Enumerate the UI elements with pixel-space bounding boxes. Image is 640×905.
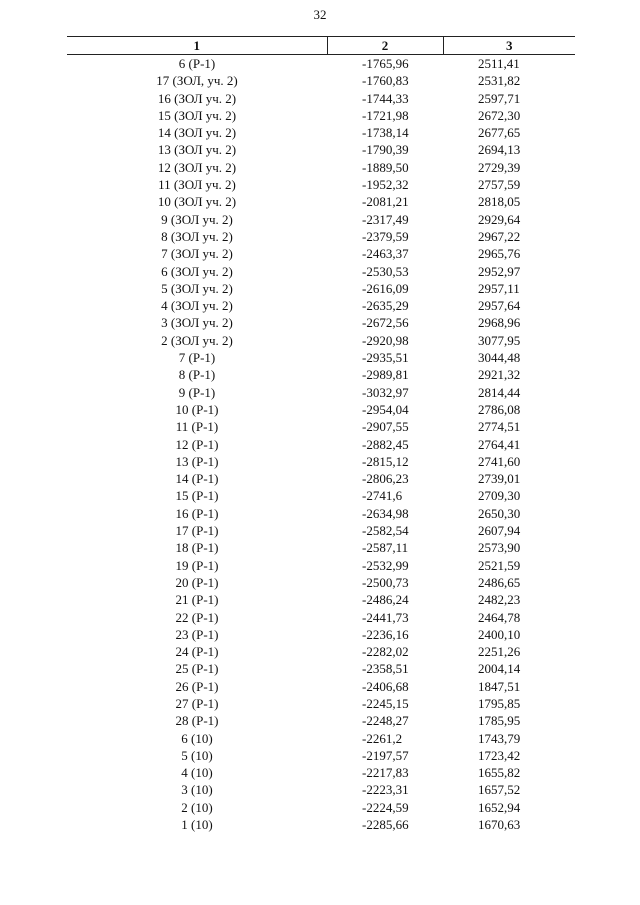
table-row (67, 505, 575, 522)
coordinate-x-cell: -2954,04 (362, 401, 409, 417)
point-name-cell: 7 (Р-1) (178, 350, 216, 366)
point-name-cell: 6 (Р-1) (178, 56, 216, 71)
coordinate-x-cell: -1721,98 (362, 107, 409, 123)
coordinate-y-cell: 3044,48 (478, 350, 521, 366)
table-row (67, 781, 575, 798)
table-row (67, 436, 575, 453)
table-row (67, 609, 575, 626)
coordinate-y-cell: 2957,11 (478, 280, 520, 296)
table-row (67, 90, 575, 107)
point-name-cell: 13 (Р-1) (175, 453, 219, 469)
table-row (67, 55, 575, 73)
coordinate-y-cell: 2486,65 (478, 574, 521, 590)
table-row (67, 124, 575, 141)
point-name-cell: 9 (ЗОЛ уч. 2) (161, 211, 233, 227)
coordinate-y-cell: 2511,41 (478, 56, 520, 71)
coordinate-x-cell: -2486,24 (362, 592, 409, 608)
coordinate-y-cell: 2814,44 (478, 384, 521, 400)
point-name-cell: 16 (ЗОЛ уч. 2) (157, 90, 237, 106)
table-row (67, 712, 575, 729)
coordinate-y-cell: 2729,39 (478, 159, 521, 175)
coordinate-x-cell: -2285,66 (362, 817, 409, 833)
table-row (67, 453, 575, 470)
table-row (67, 245, 575, 262)
coordinate-x-cell: -2282,02 (362, 644, 409, 660)
point-name-cell: 15 (Р-1) (175, 488, 219, 504)
table-row (67, 314, 575, 331)
coordinates-table (67, 36, 575, 833)
table-row (67, 487, 575, 504)
coordinate-y-cell: 3077,95 (478, 332, 521, 348)
coordinate-x-cell: -3032,97 (362, 384, 409, 400)
table-row (67, 211, 575, 228)
coordinate-y-cell: 2786,08 (478, 401, 521, 417)
point-name-cell: 19 (Р-1) (175, 557, 219, 573)
coordinate-x-cell: -1889,50 (362, 159, 409, 175)
point-name-cell: 4 (10) (181, 765, 213, 781)
point-name-cell: 21 (Р-1) (175, 592, 219, 608)
coordinate-y-cell: 2739,01 (478, 471, 521, 487)
coordinate-x-cell: -2741,6 (362, 488, 403, 504)
coordinate-y-cell: 2818,05 (478, 194, 521, 210)
table-row (67, 349, 575, 366)
coordinate-x-cell: -1765,96 (362, 56, 409, 71)
coordinate-x-cell: -2530,53 (362, 263, 409, 279)
coordinate-x-cell: -2635,29 (362, 298, 409, 314)
coordinate-y-cell: 2952,97 (478, 263, 521, 279)
coordinate-y-cell: 2709,30 (478, 488, 521, 504)
table-row (67, 159, 575, 176)
point-name-cell: 10 (ЗОЛ уч. 2) (157, 194, 237, 210)
table-row (67, 678, 575, 695)
coordinate-y-cell: 2482,23 (478, 592, 521, 608)
table-row (67, 176, 575, 193)
coordinate-y-cell: 1847,51 (478, 678, 521, 694)
coordinate-x-cell: -2672,56 (362, 315, 409, 331)
point-name-cell: 26 (Р-1) (175, 678, 219, 694)
coordinate-y-cell: 2650,30 (478, 505, 521, 521)
coordinate-x-cell: -2634,98 (362, 505, 409, 521)
table-row (67, 557, 575, 574)
coordinate-y-cell: 2774,51 (478, 419, 521, 435)
table-row (67, 366, 575, 383)
table-header-row (67, 37, 575, 55)
point-name-cell: 5 (ЗОЛ уч. 2) (161, 280, 233, 296)
coordinate-y-cell: 2573,90 (478, 540, 521, 556)
coordinate-x-cell: -1738,14 (362, 125, 409, 141)
point-name-cell: 28 (Р-1) (175, 713, 219, 729)
coordinate-y-cell: 2607,94 (478, 523, 521, 539)
coordinate-x-cell: -2806,23 (362, 471, 409, 487)
point-name-cell: 20 (Р-1) (175, 574, 219, 590)
point-name-cell: 16 (Р-1) (175, 505, 219, 521)
coordinate-x-cell: -2587,11 (362, 540, 409, 556)
table-row (67, 141, 575, 158)
coordinate-x-cell: -2317,49 (362, 211, 409, 227)
table-body (67, 55, 575, 834)
table-row (67, 522, 575, 539)
table-row (67, 643, 575, 660)
table-row (67, 730, 575, 747)
point-name-cell: 17 (Р-1) (175, 523, 219, 539)
point-name-cell: 24 (Р-1) (175, 644, 219, 660)
coordinate-y-cell: 1723,42 (478, 747, 521, 763)
coordinate-y-cell: 2929,64 (478, 211, 521, 227)
column-header-1: 1 (67, 37, 327, 55)
table-row (67, 332, 575, 349)
point-name-cell: 1 (10) (181, 817, 213, 833)
coordinate-x-cell: -2582,54 (362, 523, 409, 539)
page-number: 32 (313, 7, 327, 22)
table-row (67, 816, 575, 833)
coordinate-y-cell: 1743,79 (478, 730, 521, 746)
coordinate-y-cell: 2004,14 (478, 661, 521, 677)
table-row (67, 401, 575, 418)
point-name-cell: 12 (Р-1) (175, 436, 219, 452)
coordinate-x-cell: -2236,16 (362, 626, 409, 642)
coordinate-y-cell: 1785,95 (478, 713, 521, 729)
coordinate-y-cell: 1795,85 (478, 695, 521, 711)
table-row (67, 591, 575, 608)
coordinate-x-cell: -2441,73 (362, 609, 409, 625)
coordinate-y-cell: 2694,13 (478, 142, 521, 158)
point-name-cell: 3 (ЗОЛ уч. 2) (161, 315, 233, 331)
table-row (67, 384, 575, 401)
coordinate-y-cell: 2672,30 (478, 107, 521, 123)
table-row (67, 228, 575, 245)
coordinate-y-cell: 1655,82 (478, 765, 521, 781)
table-row (67, 539, 575, 556)
point-name-cell: 13 (ЗОЛ уч. 2) (157, 142, 237, 158)
table-row (67, 193, 575, 210)
table-row (67, 418, 575, 435)
coordinate-y-cell: 2400,10 (478, 626, 521, 642)
coordinate-x-cell: -2197,57 (362, 747, 409, 763)
table-row (67, 470, 575, 487)
coordinate-x-cell: -2920,98 (362, 332, 409, 348)
coordinate-x-cell: -2616,09 (362, 280, 409, 296)
coordinate-y-cell: 2531,82 (478, 73, 521, 89)
coordinate-y-cell: 2965,76 (478, 246, 521, 262)
point-name-cell: 10 (Р-1) (175, 401, 219, 417)
coordinate-x-cell: -2500,73 (362, 574, 409, 590)
point-name-cell: 9 (Р-1) (178, 384, 216, 400)
table-row (67, 626, 575, 643)
coordinate-x-cell: -1952,32 (362, 177, 409, 193)
coordinate-x-cell: -2223,31 (362, 782, 409, 798)
table-row (67, 747, 575, 764)
coordinate-x-cell: -2463,37 (362, 246, 409, 262)
table-row (67, 799, 575, 816)
coordinate-x-cell: -2989,81 (362, 367, 409, 383)
coordinate-x-cell: -2379,59 (362, 228, 409, 244)
point-name-cell: 11 (ЗОЛ уч. 2) (158, 177, 236, 193)
point-name-cell: 6 (ЗОЛ уч. 2) (161, 263, 233, 279)
coordinate-y-cell: 2764,41 (478, 436, 521, 452)
coordinate-y-cell: 2968,96 (478, 315, 521, 331)
point-name-cell: 18 (Р-1) (175, 540, 219, 556)
coordinate-y-cell: 2967,22 (478, 228, 521, 244)
table-row (67, 72, 575, 89)
coordinate-y-cell: 1652,94 (478, 799, 521, 815)
point-name-cell: 14 (ЗОЛ уч. 2) (157, 125, 237, 141)
column-header-2: 2 (327, 37, 443, 55)
coordinate-y-cell: 2251,26 (478, 644, 521, 660)
coordinate-x-cell: -2815,12 (362, 453, 409, 469)
coordinate-x-cell: -1760,83 (362, 73, 409, 89)
coordinate-y-cell: 2921,32 (478, 367, 521, 383)
coordinate-x-cell: -2406,68 (362, 678, 409, 694)
table-row (67, 107, 575, 124)
coordinate-x-cell: -2532,99 (362, 557, 409, 573)
coordinate-x-cell: -2248,27 (362, 713, 409, 729)
coordinate-y-cell: 2597,71 (478, 90, 521, 106)
point-name-cell: 22 (Р-1) (175, 609, 219, 625)
table-row (67, 764, 575, 781)
coordinate-x-cell: -2224,59 (362, 799, 409, 815)
point-name-cell: 2 (ЗОЛ уч. 2) (161, 332, 233, 348)
point-name-cell: 27 (Р-1) (175, 695, 219, 711)
coordinate-x-cell: -1744,33 (362, 90, 409, 106)
table-row (67, 280, 575, 297)
coordinate-x-cell: -2245,15 (362, 695, 409, 711)
coordinate-y-cell: 1657,52 (478, 782, 521, 798)
point-name-cell: 15 (ЗОЛ уч. 2) (157, 107, 237, 123)
coordinate-x-cell: -2935,51 (362, 350, 409, 366)
point-name-cell: 2 (10) (181, 799, 213, 815)
coordinate-y-cell: 2464,78 (478, 609, 521, 625)
point-name-cell: 23 (Р-1) (175, 626, 219, 642)
coordinate-x-cell: -1790,39 (362, 142, 409, 158)
point-name-cell: 25 (Р-1) (175, 661, 219, 677)
point-name-cell: 5 (10) (181, 747, 213, 763)
table-row (67, 263, 575, 280)
point-name-cell: 11 (Р-1) (175, 419, 219, 435)
point-name-cell: 8 (ЗОЛ уч. 2) (161, 228, 233, 244)
table-row (67, 695, 575, 712)
coordinate-y-cell: 2957,64 (478, 298, 521, 314)
coordinate-y-cell: 2757,59 (478, 177, 521, 193)
table-row (67, 297, 575, 314)
coordinate-y-cell: 2741,60 (478, 453, 521, 469)
coordinate-x-cell: -2358,51 (362, 661, 409, 677)
column-header-3: 3 (443, 37, 575, 55)
coordinate-x-cell: -2217,83 (362, 765, 409, 781)
coordinate-y-cell: 1670,63 (478, 817, 521, 833)
coordinate-y-cell: 2521,59 (478, 557, 521, 573)
coordinate-x-cell: -2907,55 (362, 419, 409, 435)
coordinate-x-cell: -2081,21 (362, 194, 409, 210)
point-name-cell: 17 (ЗОЛ, уч. 2) (156, 73, 238, 89)
point-name-cell: 7 (ЗОЛ уч. 2) (161, 246, 233, 262)
point-name-cell: 12 (ЗОЛ уч. 2) (157, 159, 237, 175)
table-row (67, 574, 575, 591)
table-row (67, 660, 575, 677)
point-name-cell: 4 (ЗОЛ уч. 2) (161, 298, 233, 314)
point-name-cell: 14 (Р-1) (175, 471, 219, 487)
point-name-cell: 3 (10) (181, 782, 213, 798)
coordinate-x-cell: -2261,2 (362, 730, 403, 746)
point-name-cell: 6 (10) (181, 730, 213, 746)
coordinate-x-cell: -2882,45 (362, 436, 409, 452)
coordinate-y-cell: 2677,65 (478, 125, 521, 141)
point-name-cell: 8 (Р-1) (178, 367, 216, 383)
